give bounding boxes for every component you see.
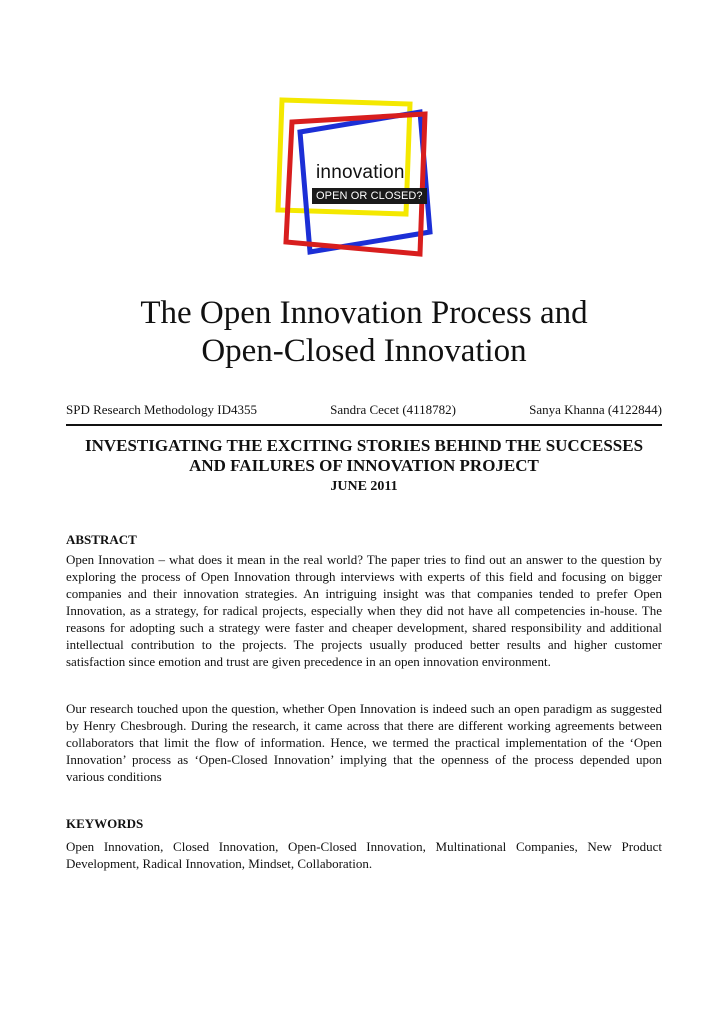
logo-word: innovation xyxy=(316,162,405,183)
date: JUNE 2011 xyxy=(330,479,398,494)
author-2: Sanya Khanna (4122844) xyxy=(529,402,662,417)
keywords-heading: KEYWORDS xyxy=(66,816,144,831)
author-1: Sandra Cecet (4118782) xyxy=(330,402,457,417)
abstract-paragraph-2: Our research touched upon the question, whether Open Innovation is indeed such an open paradigm as suggested by Henry Chesbrough. During the research, it came across that there are different working agreements between collaborators that limit the flow of information. Hence, we termed the practical implementation of the ‘Open Innovation’ process as ‘Open-Closed Innovation’ implying that the openness of the process depended upon various conditions xyxy=(66,701,662,784)
subtitle-line-2: AND FAILURES OF INNOVATION PROJECT xyxy=(189,456,539,475)
abstract-heading: ABSTRACT xyxy=(66,532,137,547)
page-title xyxy=(0,294,728,370)
subtitle xyxy=(66,436,662,476)
title-line-1: The Open Innovation Process and xyxy=(140,295,588,331)
meta-line xyxy=(66,402,662,418)
subtitle-line-1: INVESTIGATING THE EXCITING STORIES BEHIND THE SUCCESSES xyxy=(84,436,644,455)
logo-tagline: OPEN OR CLOSED? xyxy=(312,188,427,204)
course-code: SPD Research Methodology ID4355 xyxy=(66,402,258,417)
abstract-paragraph-1: Open Innovation – what does it mean in the real world? The paper tries to find out an answer to the question by exploring the process of Open Innovation through interviews with experts of this field and focusing on bigger companies and their innovation strategies. An intriguing insight was that companies tended to prefer Open Innovation, as a strategy, for radical projects, especially when they did not have all competencies in-house. The reasons for adopting such a strategy were faster and cheaper development, shared responsibility and additional intellectual contribution to the projects. The projects usually produced better results and higher customer satisfaction since emotion and trust are given precedence in an open innovation environment. xyxy=(66,552,662,669)
title-line-2: Open-Closed Innovation xyxy=(201,333,527,369)
logo xyxy=(270,92,440,267)
keywords-text: Open Innovation, Closed Innovation, Open-Closed Innovation, Multinational Companies, New Product Development, Radical Innovation, Mindset, Collaboration. xyxy=(66,839,662,871)
divider xyxy=(66,424,662,426)
